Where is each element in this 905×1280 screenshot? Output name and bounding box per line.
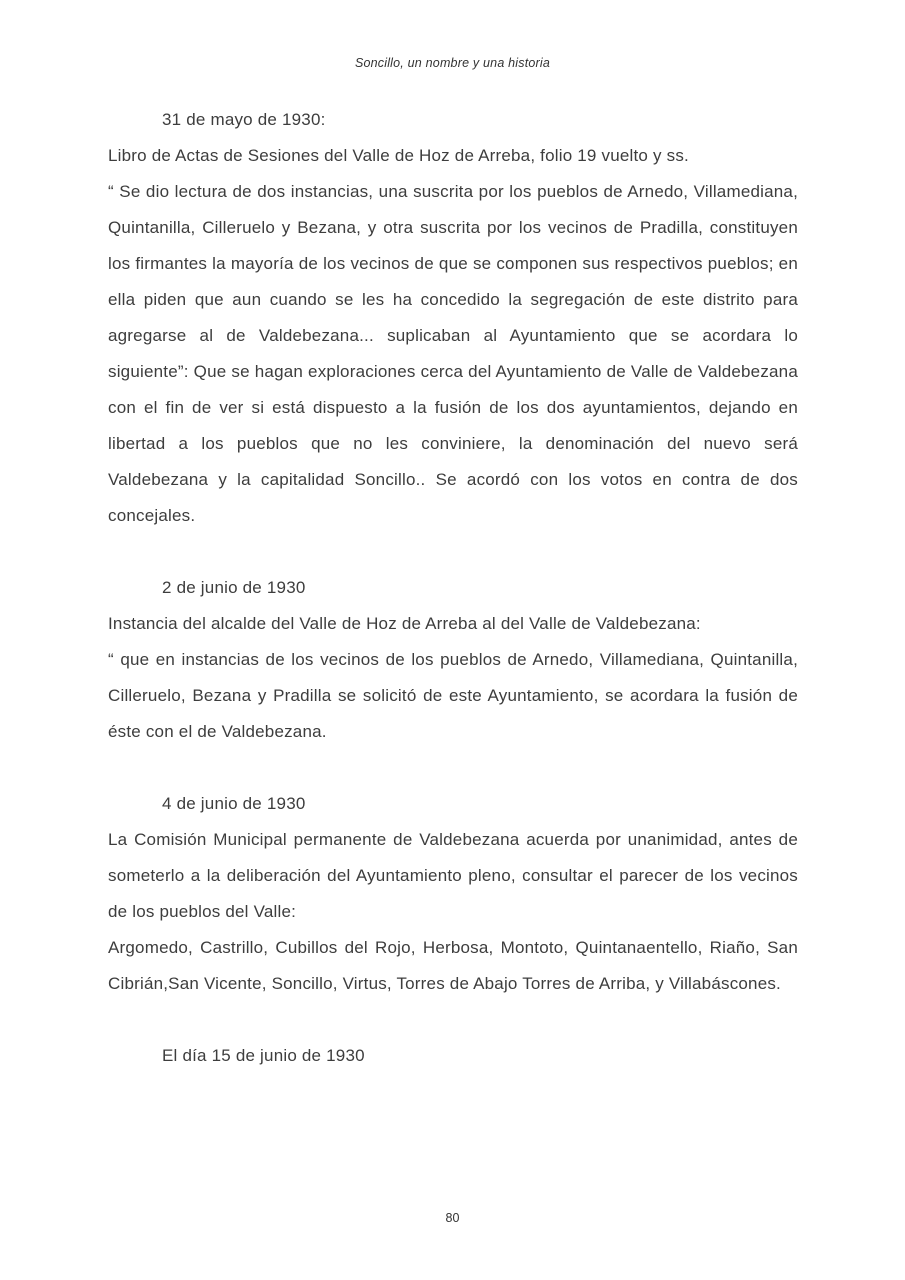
section-spacer — [108, 750, 798, 786]
date-heading: El día 15 de junio de 1930 — [162, 1046, 365, 1065]
section-spacer — [108, 534, 798, 570]
paragraph: Instancia del alcalde del Valle de Hoz de Arreba al del Valle de Valdebezana: — [108, 614, 701, 633]
page-body — [108, 102, 798, 1074]
paragraph: “ Se dio lectura de dos instancias, una suscrita por los pueblos de Arnedo, Villamediana, Quintanilla, Cilleruelo y Bezana, y otra suscrita por los vecinos de Pradilla, constituyen los firmantes la mayoría de los vecinos de que se componen sus respectivos pueblos; en ella piden que aun cuando se les ha concedido la segregación de este distrito para agregarse al de Valdebezana... suplicaban al Ayuntamiento que se acordara lo siguiente”: Que se hagan exploraciones cerca del Ayuntamiento de Valle de Valdebezana con el fin de ver si está dispuesto a la fusión de los dos ayuntamientos, dejando en libertad a los pueblos que no les conviniere, la denominación del nuevo será Valdebezana y la capitalidad Soncillo.. Se acordó con los votos en contra de dos concejales. — [108, 182, 798, 525]
paragraph: “ que en instancias de los vecinos de los pueblos de Arnedo, Villamediana, Quintanilla, Cilleruelo, Bezana y Pradilla se solicitó de este Ayuntamiento, se acordara la fusión de éste con el de Valdebezana. — [108, 650, 798, 741]
paragraph: La Comisión Municipal permanente de Valdebezana acuerda por unanimidad, antes de someterlo a la deliberación del Ayuntamiento pleno, consultar el parecer de los vecinos de los pueblos del Valle: — [108, 830, 798, 921]
date-heading: 31 de mayo de 1930: — [162, 110, 326, 129]
date-heading: 4 de junio de 1930 — [162, 794, 306, 813]
running-header: Soncillo, un nombre y una historia — [354, 56, 551, 70]
page-number: 80 — [445, 1211, 460, 1225]
paragraph: Argomedo, Castrillo, Cubillos del Rojo, Herbosa, Montoto, Quintanaentello, Riaño, San Cibrián,San Vicente, Soncillo, Virtus, Torres de Abajo Torres de Arriba, y Villabáscones. — [108, 938, 798, 993]
date-heading: 2 de junio de 1930 — [162, 578, 306, 597]
section-spacer — [108, 1002, 798, 1038]
paragraph: Libro de Actas de Sesiones del Valle de Hoz de Arreba, folio 19 vuelto y ss. — [108, 146, 689, 165]
